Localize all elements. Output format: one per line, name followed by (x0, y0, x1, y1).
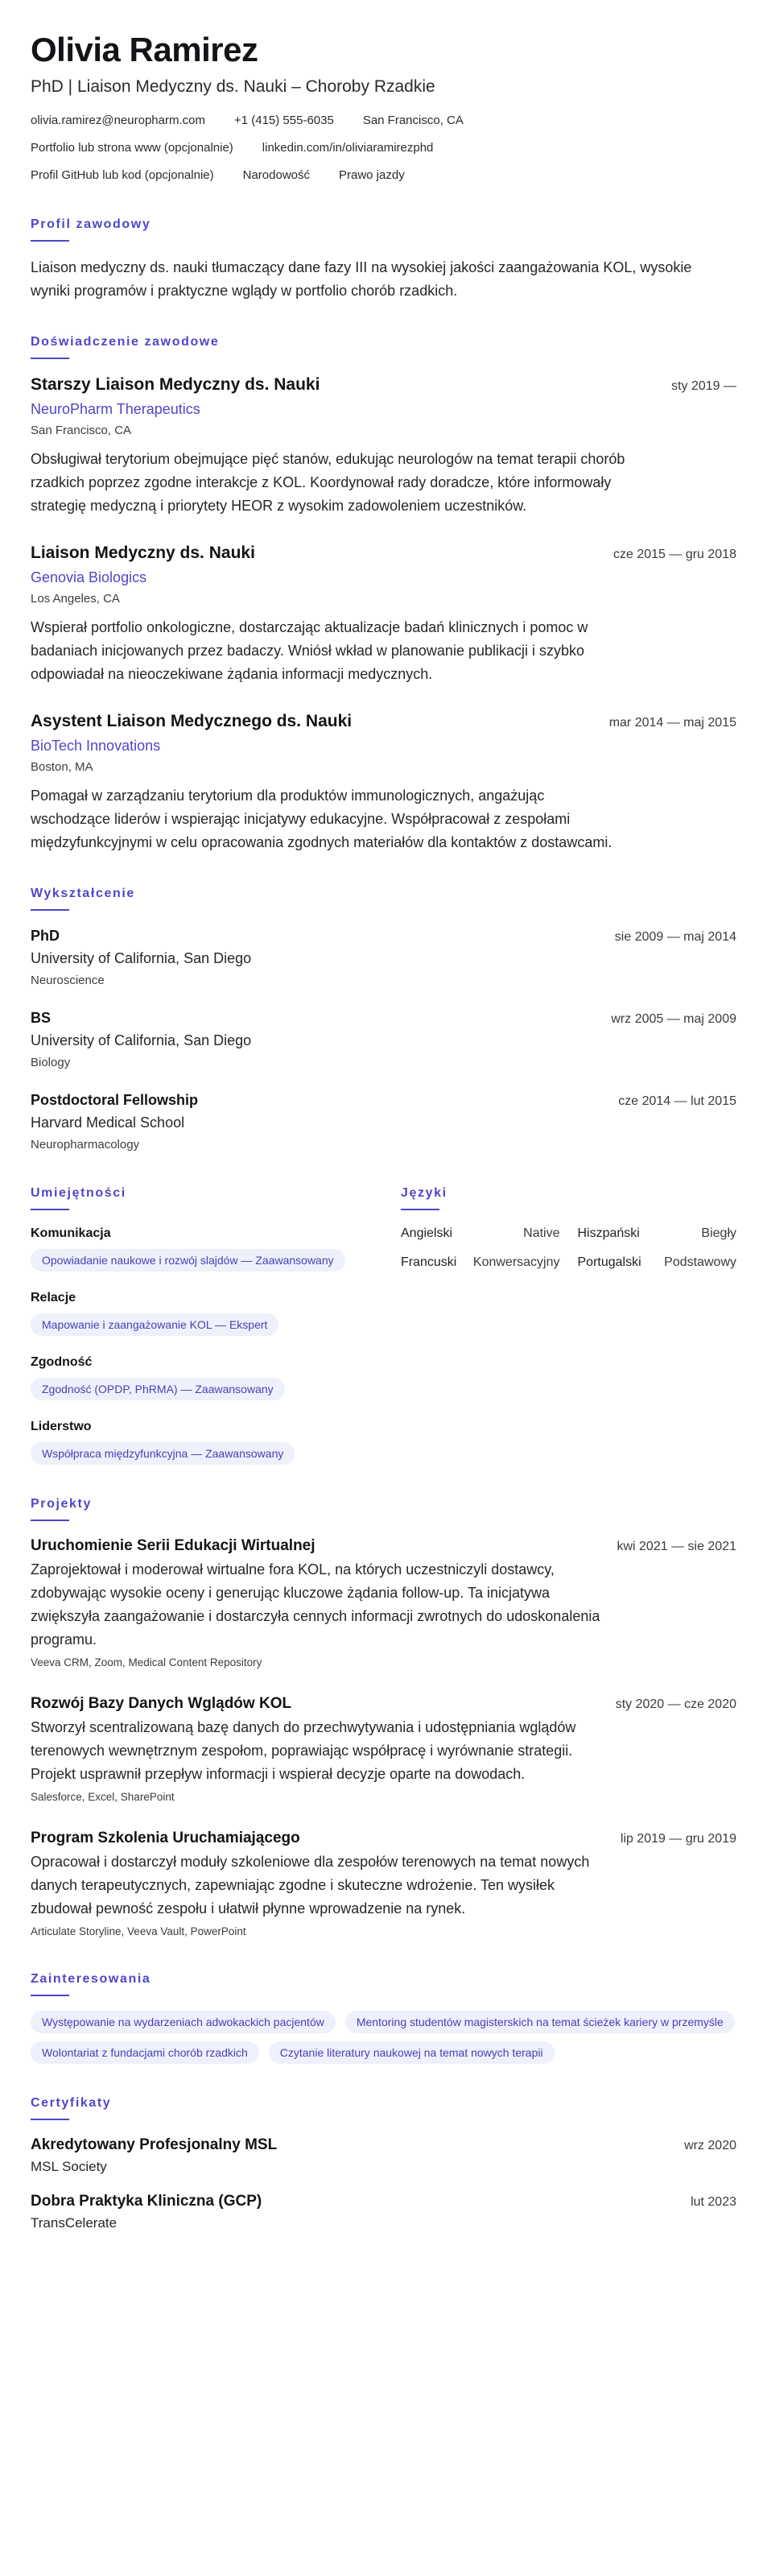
skill-chip: Opowiadanie naukowe i rozwój slajdów — Zaawansowany (31, 1249, 345, 1271)
education-dates: cze 2014 — lut 2015 (618, 1094, 736, 1108)
certificate-issuer: MSL Society (31, 2159, 107, 2174)
profile-summary: Liaison medyczny ds. nauki tłumaczący dane fazy III na wysokiej jakości zaangażowania KOL, wysokie wyniki programów i praktyczne wglądy w portfolio chorób rzadkich. (31, 259, 692, 299)
profile-section (31, 216, 736, 303)
project-entry (31, 1828, 736, 1940)
project-tools: Veeva CRM, Zoom, Medical Content Repository (31, 1656, 262, 1668)
section-title: Doświadczenie zawodowe (31, 335, 220, 349)
language-name: Francuski (401, 1255, 457, 1269)
skill-chip: Współpraca międzyfunkcyjna — Zaawansowany (31, 1442, 295, 1465)
section-divider (31, 1520, 69, 1521)
skills-section (31, 1185, 369, 1465)
degree: BS (31, 1010, 52, 1026)
section-title: Certyfikaty (31, 2096, 112, 2110)
interest-chip: Wolontariat z fundacjami chorób rzadkich (31, 2041, 259, 2064)
language-item (401, 1225, 560, 1243)
section-divider (31, 2119, 69, 2120)
languages-section (401, 1185, 736, 1465)
education-section (31, 885, 736, 1154)
education-dates: sie 2009 — maj 2014 (614, 930, 736, 944)
section-title: Umiejętności (31, 1186, 126, 1200)
language-level: Native (523, 1226, 560, 1240)
job-location: Los Angeles, CA (31, 592, 120, 606)
education-entry (31, 1090, 736, 1154)
section-divider (31, 909, 69, 911)
certificate-date: wrz 2020 (684, 2139, 736, 2152)
degree: Postdoctoral Fellowship (31, 1092, 199, 1108)
project-dates: lip 2019 — gru 2019 (620, 1832, 736, 1846)
interests-section (31, 1970, 736, 2064)
certificate-name: Dobra Praktyka Kliniczna (GCP) (31, 2193, 262, 2210)
company-name: BioTech Innovations (31, 738, 161, 754)
section-divider (401, 1209, 439, 1210)
language-name: Portugalski (577, 1255, 641, 1269)
section-divider (31, 240, 69, 242)
contact-row-2 (31, 139, 736, 158)
education-entry (31, 1007, 736, 1072)
section-divider (31, 1995, 69, 1996)
skills-languages-row (31, 1185, 736, 1465)
contact-phone[interactable]: +1 (415) 555-6035 (233, 114, 334, 127)
interest-chip: Występowanie na wydarzeniach adwokackich pacjentów (31, 2011, 336, 2033)
projects-section (31, 1495, 736, 1940)
project-entry (31, 1536, 736, 1671)
project-entry (31, 1693, 736, 1805)
education-entry (31, 925, 736, 990)
language-item (578, 1225, 737, 1243)
field-of-study: Biology (31, 1056, 71, 1069)
company-name: Genovia Biologics (31, 569, 147, 585)
job-dates: sty 2019 — (671, 379, 736, 393)
contact-email[interactable]: olivia.ramirez@neuropharm.com (31, 114, 205, 127)
certificate-entry (31, 2135, 736, 2177)
job-description: Wspierał portfolio onkologiczne, dostarczając aktualizacje badań klinicznych i pomoc w badaniach inicjowanych przez badaczy. Wniósł wkład w planowanie publikacji i szybko odpowiadał na nieoczekiwane żądania informacji medycznych. (31, 619, 588, 682)
job-dates: mar 2014 — maj 2015 (608, 716, 736, 730)
section-divider (31, 1209, 69, 1210)
experience-section (31, 333, 736, 854)
contact-portfolio[interactable]: Portfolio lub strona www (opcjonalnie) (31, 141, 233, 155)
contact-driving-license: Prawo jazdy (339, 168, 405, 182)
certificate-name: Akredytowany Profesjonalny MSL (31, 2136, 278, 2153)
section-title: Języki (401, 1186, 447, 1200)
skill-category: Zgodność (31, 1355, 93, 1369)
experience-entry (31, 542, 736, 686)
skill-group (31, 1225, 369, 1271)
section-title: Profil zawodowy (31, 217, 151, 231)
candidate-name: Olivia Ramirez (31, 31, 258, 68)
contact-github[interactable]: Profil GitHub lub kod (opcjonalnie) (31, 168, 214, 182)
job-description: Obsługiwał terytorium obejmujące pięć stanów, edukując neurologów na temat terapii chorób rzadkich poprzez zgodne interakcje z KOL. Koordynował rady doradcze, które informowały strategię medyczną i priorytety HEOR z wysokim zadowoleniem uczestników. (31, 451, 625, 514)
job-title: Starszy Liaison Medyczny ds. Nauki (31, 375, 320, 394)
skill-chip: Mapowanie i zaangażowanie KOL — Ekspert (31, 1313, 278, 1336)
field-of-study: Neuroscience (31, 974, 105, 987)
skill-category: Komunikacja (31, 1226, 111, 1240)
section-divider (31, 358, 69, 359)
certificate-entry (31, 2191, 736, 2233)
interest-chip: Mentoring studentów magisterskich na temat ścieżek kariery w przemyśle (345, 2011, 735, 2033)
project-name: Rozwój Bazy Danych Wglądów KOL (31, 1695, 292, 1712)
experience-entry (31, 710, 736, 854)
project-name: Uruchomienie Serii Edukacji Wirtualnej (31, 1537, 315, 1554)
language-name: Hiszpański (577, 1226, 640, 1240)
section-title: Zainteresowania (31, 1972, 151, 1986)
project-description: Zaprojektował i moderował wirtualne fora KOL, na których uczestniczyli dostawcy, zdobywając wysokie oceny i generując kluczowe żądania follow-up. Ta inicjatywa zwiększyła zaangażowanie i dostarczyła cennych informacji zwrotnych do udoskonalenia programu. (31, 1561, 600, 1648)
certificates-section (31, 2094, 736, 2233)
degree: PhD (31, 928, 60, 944)
language-level: Podstawowy (664, 1255, 736, 1269)
project-description: Stworzył scentralizowaną bazę danych do przechwytywania i udostępniania wglądów terenowych wewnętrznym zespołom, poprawiając współpracę i wyrównanie strategii. Projekt usprawnił przepływ informacji i wspierał decyzje oparte na dowodach. (31, 1719, 576, 1782)
contact-linkedin[interactable]: linkedin.com/in/oliviaramirezphd (262, 141, 434, 155)
contact-row-1 (31, 111, 736, 130)
project-dates: kwi 2021 — sie 2021 (616, 1540, 736, 1553)
experience-entry (31, 374, 736, 518)
project-tools: Salesforce, Excel, SharePoint (31, 1791, 175, 1803)
project-tools: Articulate Storyline, Veeva Vault, PowerPoint (31, 1925, 246, 1937)
job-location: San Francisco, CA (31, 424, 132, 437)
education-dates: wrz 2005 — maj 2009 (611, 1012, 736, 1026)
certificate-date: lut 2023 (691, 2195, 736, 2209)
contact-location: San Francisco, CA (362, 114, 464, 127)
skill-chip: Zgodność (OPDP, PhRMA) — Zaawansowany (31, 1378, 285, 1400)
interest-chip: Czytanie literatury naukowej na temat nowych terapii (269, 2041, 555, 2064)
project-dates: sty 2020 — cze 2020 (615, 1697, 736, 1711)
school-name: University of California, San Diego (31, 950, 252, 966)
job-dates: cze 2015 — gru 2018 (613, 548, 736, 561)
job-location: Boston, MA (31, 760, 93, 774)
skill-category: Liderstwo (31, 1420, 92, 1433)
project-description: Opracował i dostarczył moduły szkoleniowe dla zespołów terenowych na temat nowych danych terapeutycznych, zapewniając zgodne i skuteczne wdrożenie. Ten wysiłek zbudował pewność zespołu i ułatwił płynne wprowadzenie na rynek. (31, 1854, 590, 1916)
skill-group (31, 1354, 369, 1400)
job-description: Pomagał w zarządzaniu terytorium dla produktów immunologicznych, angażując wschodzące liderów i wspierając inicjatywy edukacyjne. Współpracował z zespołami międzyfunkcyjnymi w celu opracowania zgodnych materiałów dla kontaktów z dostawcami. (31, 788, 612, 850)
school-name: Harvard Medical School (31, 1114, 185, 1131)
skill-group (31, 1418, 369, 1465)
job-title: Liaison Medyczny ds. Nauki (31, 544, 255, 562)
project-name: Program Szkolenia Uruchamiającego (31, 1830, 300, 1846)
candidate-headline: PhD | Liaison Medyczny ds. Nauki – Choroby Rzadkie (31, 77, 435, 96)
field-of-study: Neuropharmacology (31, 1138, 140, 1152)
contact-nationality: Narodowość (242, 168, 310, 182)
section-title: Wykształcenie (31, 887, 135, 900)
company-name: NeuroPharm Therapeutics (31, 401, 200, 417)
school-name: University of California, San Diego (31, 1032, 252, 1048)
language-level: Biegły (701, 1226, 736, 1240)
contact-row-3 (31, 166, 736, 185)
skill-category: Relacje (31, 1291, 76, 1305)
job-title: Asystent Liaison Medycznego ds. Nauki (31, 712, 353, 730)
language-item (578, 1254, 737, 1271)
section-title: Projekty (31, 1497, 92, 1511)
skill-group (31, 1289, 369, 1336)
language-level: Konwersacyjny (472, 1255, 560, 1269)
certificate-issuer: TransCelerate (31, 2215, 118, 2231)
language-item (401, 1254, 560, 1271)
language-name: Angielski (401, 1226, 453, 1240)
resume-header (31, 31, 736, 185)
